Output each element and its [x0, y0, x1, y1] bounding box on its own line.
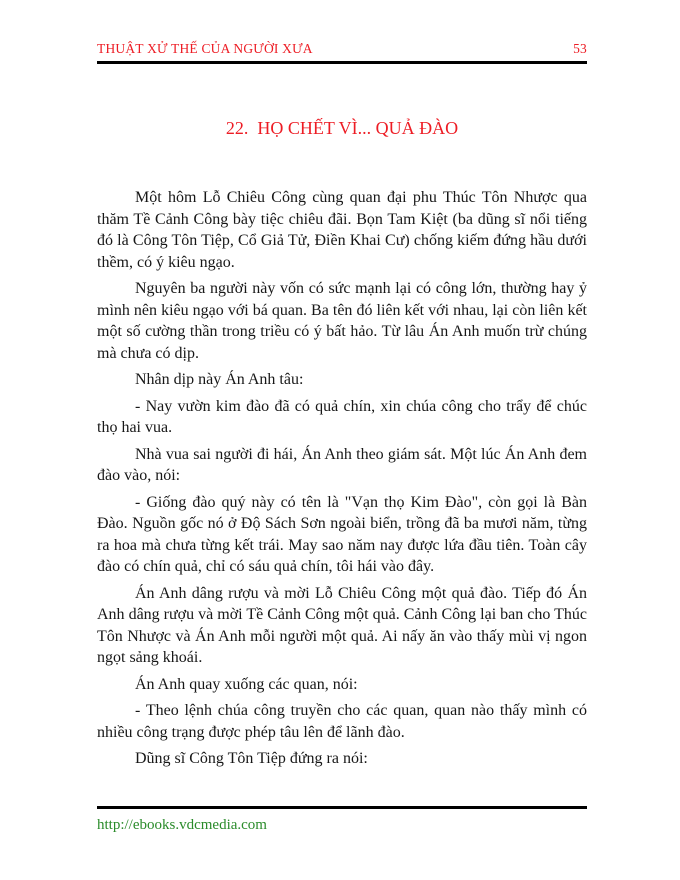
body-paragraph: Nguyên ba người này vốn có sức mạnh lại có công lớn, thường hay ỷ mình nên kiêu ngạo với bá quan. Ba tên đó liên kết với nhau, lại còn liên kết một số cường thần trong triều có ý bất hảo. Từ lâu Án Anh muốn trừ chúng mà chưa có dịp.: [97, 280, 587, 362]
body-paragraph: Dũng sĩ Công Tôn Tiệp đứng ra nói:: [135, 750, 368, 768]
footer-url-link[interactable]: http://ebooks.vdcmedia.com: [97, 817, 267, 833]
body-paragraph: Án Anh dâng rượu và mời Lỗ Chiêu Công một quả đào. Tiếp đó Án Anh dâng rượu và mời Tề Cảnh Công một quả. Cảnh Công lại ban cho Thúc Tôn Nhược và Án Anh mỗi người một quả. Ai nấy ăn vào thấy mùi vị ngon ngọt sảng khoái.: [97, 584, 587, 667]
chapter-title: 22. HỌ CHẾT VÌ... QUẢ ĐÀO: [225, 117, 459, 138]
body-paragraph: Nhân dịp này Án Anh tâu:: [135, 371, 304, 389]
body-paragraph: - Theo lệnh chúa công truyền cho các quan, quan nào thấy mình có nhiều công trạng được phép tâu lên để lãnh đào.: [97, 702, 587, 741]
body-paragraph: Nhà vua sai người đi hái, Án Anh theo giám sát. Một lúc Án Anh đem đào vào, nói:: [97, 445, 587, 485]
body-text: [97, 187, 587, 770]
body-paragraph: - Giống đào quý này có tên là "Vạn thọ Kim Đào", còn gọi là Bàn Đào. Nguồn gốc nó ở Độ Sách Sơn ngoài biển, trồng đã ba mươi năm, từng ra hoa mà chưa từng kết trái. May sao năm nay được lứa đầu tiên. Toàn cây đào có chín quả, chỉ có sáu quả chín, tôi hái vào đây.: [97, 493, 587, 576]
body-paragraph: - Nay vườn kim đào đã có quả chín, xin chúa công cho trẩy để chúc thọ hai vua.: [97, 397, 587, 437]
page-number: 53: [573, 41, 587, 56]
body-paragraph: Án Anh quay xuống các quan, nói:: [135, 675, 358, 693]
body-paragraph: Một hôm Lỗ Chiêu Công cùng quan đại phu Thúc Tôn Nhược qua thăm Tề Cảnh Công bày tiệc chiêu đãi. Bọn Tam Kiệt (ba dũng sĩ nổi tiếng đó là Công Tôn Tiệp, Cổ Giả Tử, Điền Khai Cư) chống kiếm đứng hầu dưới thềm, có ý kiêu ngạo.: [97, 189, 587, 271]
page-content: [97, 0, 587, 775]
book-title: THUẬT XỬ THẾ CỦA NGƯỜI XƯA: [97, 41, 313, 56]
page-footer: [97, 806, 587, 834]
running-header: [97, 42, 587, 64]
